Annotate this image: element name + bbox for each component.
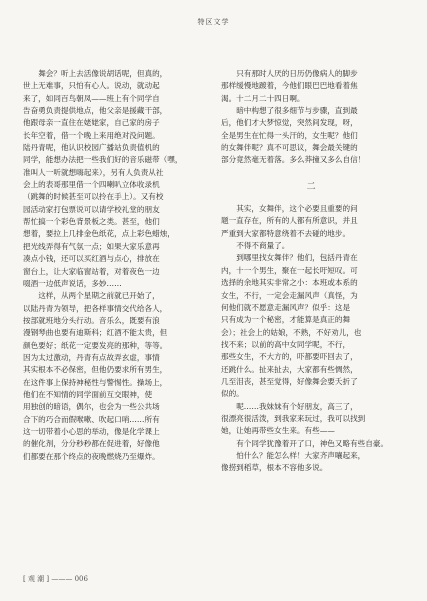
paragraph: 不得不商量了。 [236,241,290,251]
right-column [221,68,401,475]
paragraph: 有个同学犹豫着开了口，神色又略有些自豪。 [236,438,389,448]
paragraph: 呢……我妹妹有个好朋友，高三了， 很漂亮很活泼，到我家来玩过，我可以找到 她，让她再带些女生来。有些—— [221,401,366,436]
paragraph: 只有那时人厌的日历仍像病人的脚步 那样缓慢地踱着，今他们眼巴巴地看着焦 渴。十二月二十四日啊。 [221,69,358,103]
paragraph: 其实，女舞伴，这个必要且重要的问 题一直存在，所有的人都有所意识，并且 严重到大家都特意绕着不去碰的地步。 [221,204,358,238]
paragraph: 到哪里找女舞伴？他们，包括丹青在 内，十一个男生，聚在一起长吁短叹。可 选择的余地其实非常之小：本班或本系的 女生，不行，一定会走漏风声（真怪，为 何他们就不愿意走漏风声？似乎：这是 只有成为一个秘密，才能算是真正的舞 会）；社会上的姑娘，不熟，不好劝儿，也 找不来；以前的高中女同学呢，不行， 那些女生，不大方的，吓都要吓回去了， 还跳什么。扯来扯去，大家都有些惆然， 几至泪丧，甚至觉得，好像舞会要夭折了 似的。 [221,253,362,399]
page-footer: [ 观 潮 ] ——— 006 [23,575,88,583]
left-column [23,68,203,463]
paragraph: 怕什么？能怎么样！大家齐声嚷起来， 像捞到稻草，根本不容他多说。 [221,450,366,473]
paragraph: 这样，从两个星期之前就已开始了， 以陆丹青为领导，把各样事情交代给各人， 按部就班地分头行动。音乐么，既要有浪 漫钢琴曲也要有迪斯科；红酒不能太贵，但 颜色要好；纸花一定要发亮的那种，等等。 因为太过激动，丹青有点故弄玄虚，事情 其实根本不必保密，但他仍要求所有男生， 在这件事上保持神秘性与警惕性。操场上， 他们在不知情的同学面前互交眼神，使 用独创的暗语，偶尔，也会为一些公共场 合下的巧合而假喉嗽、吹起口哨……所有 这一切带着小心思的举动，像是化学课上 的催化剂，分分秒秒都在促进着，好像他 们都要在那个终点的夜晚燃烧乃至爆炸。 [23,291,168,461]
paragraph: 舞会？听上去活像说胡话呢，但真的， 世上无难事，只怕有心人。说动，就动起 来了，如同百鸟朝凤——班上有个同学自 告奋勇负责提供地点，他父亲是援藏干部， 他跟母亲一直住在姥姥家，自己家的房子 长年空着，借一个晚上来用绝对没问题。 陆丹青呢，他认识校园广播站负责值机的 同学，能想办法把一些我们好的音乐磁带（嘿， 准叫人一听就想嗨起来），另有人负责从社 会上的表哥那里借一个四喇叭立体收录机 （跳舞的时候甚至可以拎在手上）。又有校 园活动家打包票说可以请学校礼堂的朋友 帮忙搞一个彩色背景板之类。甚至，他们 想着，要拉上几排金色纸花，点上彩色蜡烛， 把光线弄得有气氛一点；如果大家乐意再 凑点小钱，还可以买红酒与点心，排放在 窗台上，让大家临窗站着，对着夜色一边 啜酒一边低声说话，多妙…… [23,69,183,288]
paragraph: 暗中构想了很多细节与步骤，直到最 后，他们才大梦惊觉，突然间发现，呀， 全是男生在忙得一头汗的，女生呢？他们 的女舞伴呢？真不可思议，舞会最关键的 部分竟然毫无着落。多么莽撞又多么自信！ [221,106,366,165]
page-header: 特区文学 [197,18,230,26]
section-heading: 二 [306,181,316,192]
